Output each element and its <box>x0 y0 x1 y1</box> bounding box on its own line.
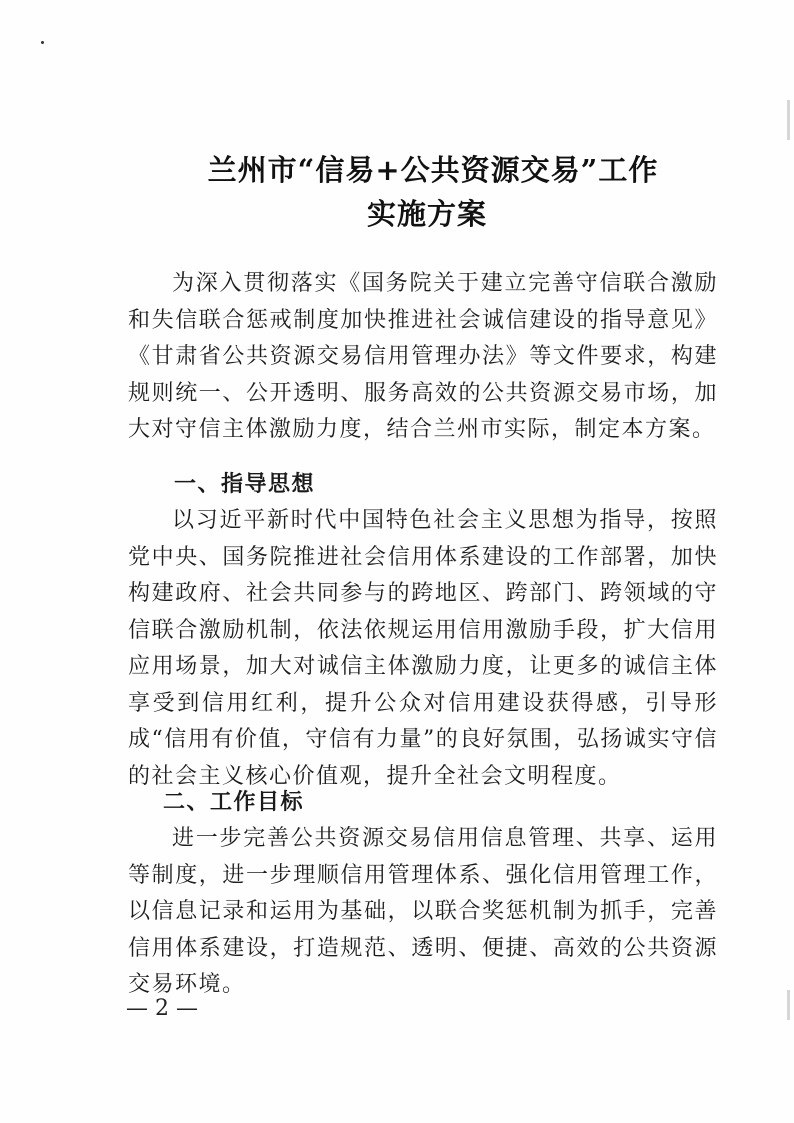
scan-speck <box>41 41 44 44</box>
page-number: — 2 — <box>126 996 198 1021</box>
section-body-guiding-ideology: 以习近平新时代中国特色社会主义思想为指导，按照党中央、国务院推进社会信用体系建设的工作部署，加快构建政府、社会共同参与的跨地区、跨部门、跨领域的守信联合激励机制，依法依规运用信用激励手段，扩大信用应用场景，加大对诚信主体激励力度，让更多的诚信主体享受到信用红利，提升公众对信用建设获得感，引导形成“信用有价值，守信有力量”的良好氛围，弘扬诚实守信的社会主义核心价值观，提升全社会文明程度。 <box>128 508 718 789</box>
document-title-line2: 实施方案 <box>366 197 487 231</box>
section-heading-work-goals: 二、工作目标 <box>163 790 305 815</box>
scan-edge-mark <box>787 990 790 1020</box>
intro-paragraph: 为深入贯彻落实《国务院关于建立完善守信联合激励和失信联合惩戒制度加快推进社会诚信建设的指导意见》《甘肃省公共资源交易信用管理办法》等文件要求，构建规则统一、公开透明、服务高效的公共资源交易市场，加大对守信主体激励力度，结合兰州市实际，制定本方案。 <box>128 271 718 442</box>
section-heading-guiding-ideology: 一、指导思想 <box>174 472 316 497</box>
document-title: 兰州市“信易+公共资源交易”工作 <box>207 153 659 187</box>
scan-edge-mark <box>787 100 790 140</box>
section-body-work-goals: 进一步完善公共资源交易信用信息管理、共享、运用等制度，进一步理顺信用管理体系、强化信用管理工作，以信息记录和运用为基础，以联合奖惩机制为抓手，完善信用体系建设，打造规范、透明、便捷、高效的公共资源交易环境。 <box>128 826 718 997</box>
